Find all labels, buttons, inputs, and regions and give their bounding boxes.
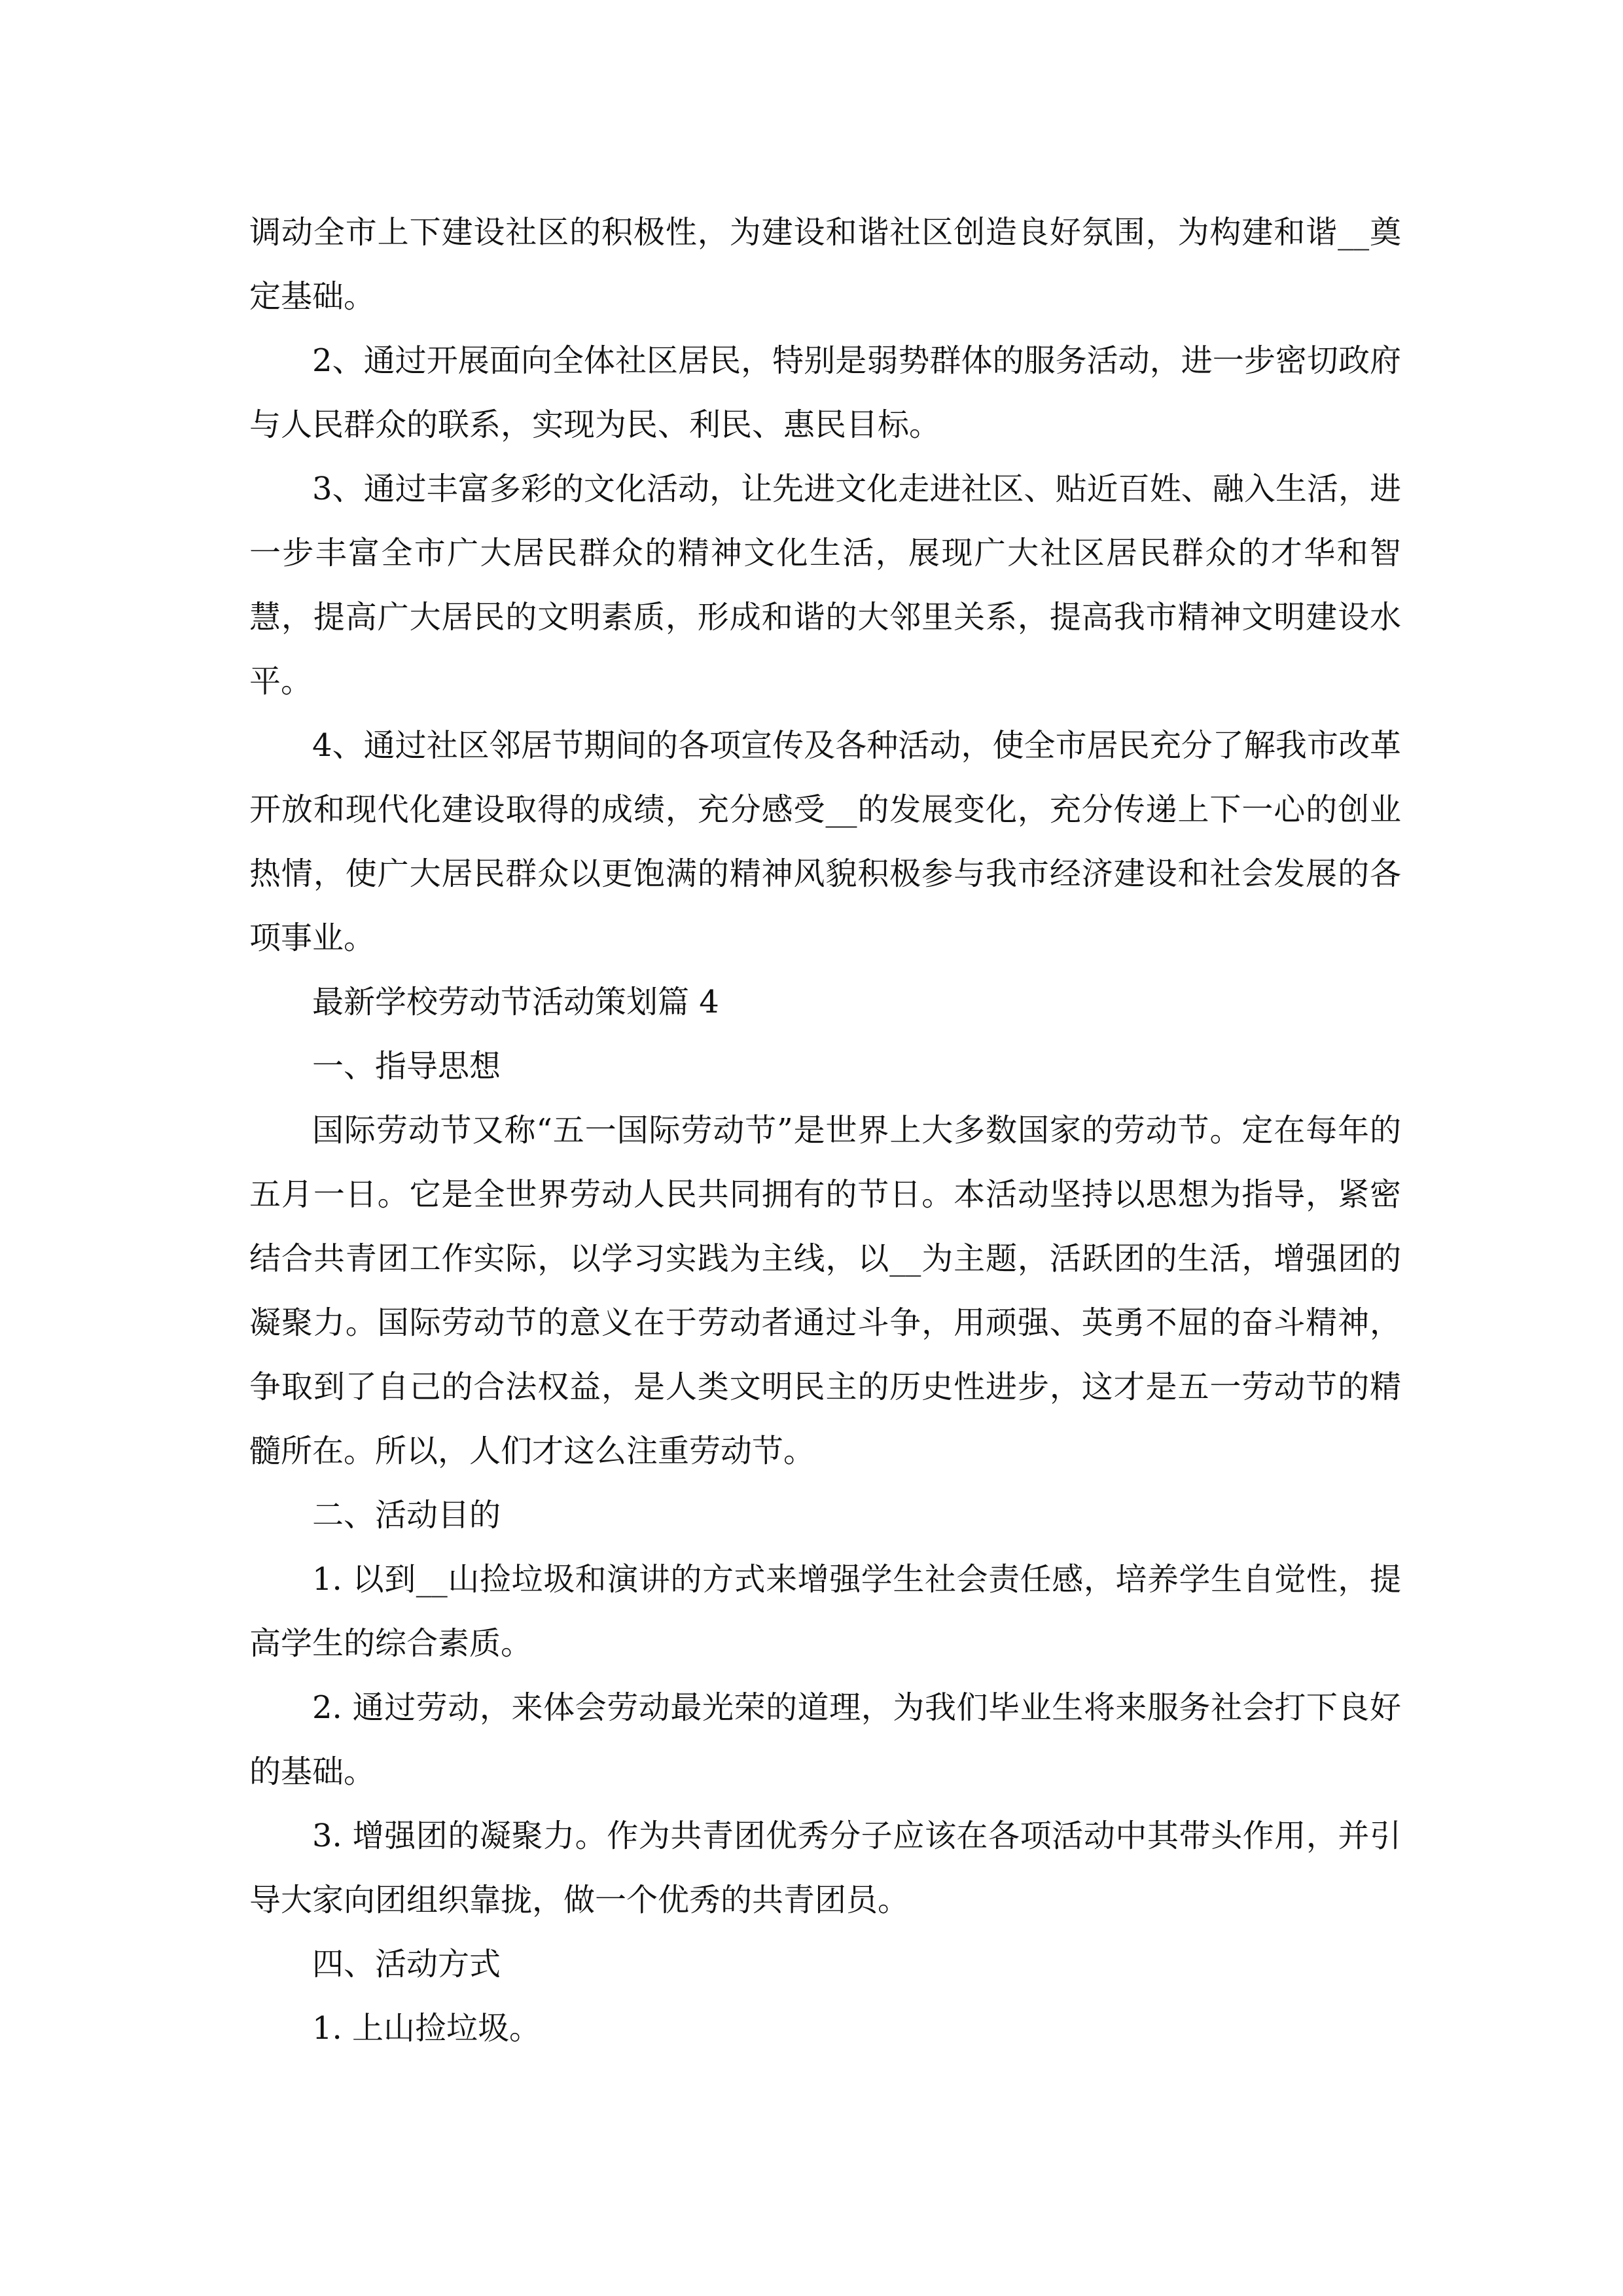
section-heading: 二、活动目的 <box>312 1497 501 1534</box>
section-heading: 四、活动方式 <box>312 1946 501 1982</box>
paragraph: 国际劳动节又称“五一国际劳动节”是世界上大多数国家的劳动节。定在每年的五月一日。它是全世界劳动人民共同拥有的节日。本活动坚持以思想为指导，紧密结合共青团工作实际，以学习实践为主线，以__为主题，活跃团的生活，增强团的凝聚力。国际劳动节的意义在于劳动者通过斗争，用顽强、英勇不屈的奋斗精神，争取到了自己的合法权益，是人类文明民主的历史性进步，这才是五一劳动节的精髓所在。所以，人们才这么注重劳动节。 <box>249 1112 1401 1469</box>
list-item: 3. 增强团的凝聚力。作为共青团优秀分子应该在各项活动中其带头作用，并引导大家向团组织靠拢，做一个优秀的共青团员。 <box>249 1818 1401 1918</box>
document-body <box>249 200 1401 2060</box>
list-item: 1. 上山捡垃圾。 <box>312 2010 541 2047</box>
paragraph: 2、通过开展面向全体社区居民，特别是弱势群体的服务活动，进一步密切政府与人民群众的联系，实现为民、利民、惠民目标。 <box>249 342 1401 443</box>
section-heading: 一、指导思想 <box>312 1048 501 1085</box>
section-title: 最新学校劳动节活动策划篇 4 <box>312 984 719 1020</box>
paragraph: 3、通过丰富多彩的文化活动，让先进文化走进社区、贴近百姓、融入生活，进一步丰富全市广大居民群众的精神文化生活，展现广大社区居民群众的才华和智慧，提高广大居民的文明素质，形成和谐的大邻里关系，提高我市精神文明建设水平。 <box>249 471 1401 700</box>
paragraph: 调动全市上下建设社区的积极性，为建设和谐社区创造良好氛围，为构建和谐__奠定基础。 <box>249 214 1401 315</box>
paragraph: 4、通过社区邻居节期间的各项宣传及各种活动，使全市居民充分了解我市改革开放和现代化建设取得的成绩，充分感受__的发展变化，充分传递上下一心的创业热情，使广大居民群众以更饱满的精神风貌积极参与我市经济建设和社会发展的各项事业。 <box>249 727 1401 956</box>
list-item: 2. 通过劳动，来体会劳动最光荣的道理，为我们毕业生将来服务社会打下良好的基础。 <box>249 1689 1401 1790</box>
list-item: 1. 以到__山捡垃圾和演讲的方式来增强学生社会责任感，培养学生自觉性，提高学生的综合素质。 <box>249 1561 1401 1662</box>
